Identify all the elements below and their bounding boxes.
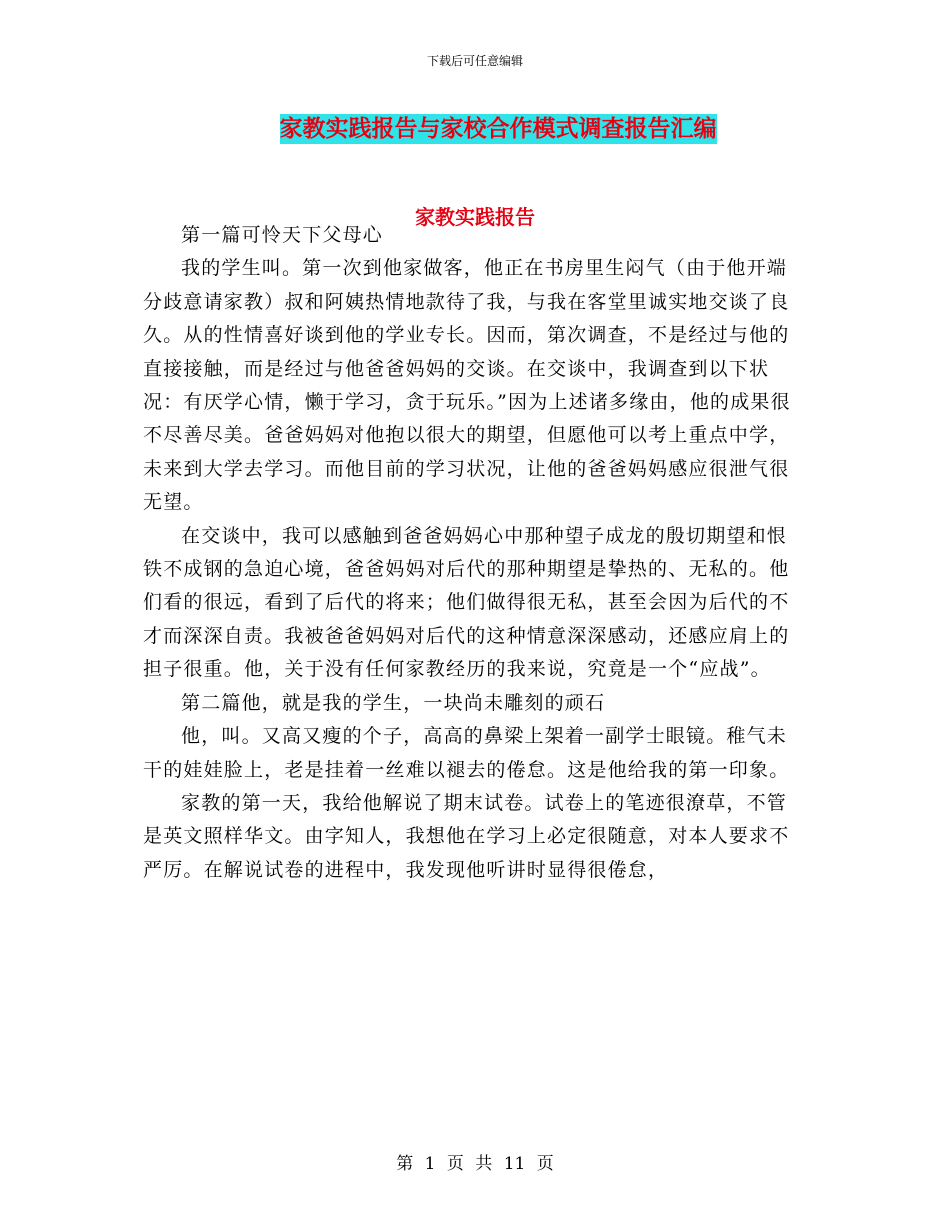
section-title: 家教实践报告 [415, 205, 535, 229]
paragraph: 我的学生叫。第一次到他家做客，他正在书房里生闷气（由于他开端分歧意请家教）叔和阿姨热情地款待了我，与我在客堂里诚实地交谈了良久。从的性情喜好谈到他的学业专长。因而，第次调查，不是经过与他的直接接触，而是经过与他爸爸妈妈的交谈。在交谈中，我调查到以下状况：有厌学心情，懒于学习，贪于玩乐。”因为上述诸多缘由，他的成果很不尽善尽美。爸爸妈妈对他抱以很大的期望，但愿他可以考上重点中学，未来到大学去学习。而他目前的学习状况，让他的爸爸妈妈感应很泄气很无望。 [143, 257, 791, 514]
paragraph-heading-1: 第一篇可怜天下父母心 [181, 224, 384, 246]
page-number-footer: 第 1 页 共 11 页 [396, 1154, 554, 1174]
paragraph: 在交谈中，我可以感触到爸爸妈妈心中那种望子成龙的殷切期望和恨铁不成钢的急迫心境，爸爸妈妈对后代的那种期望是挚热的、无私的。他们看的很远，看到了后代的将来；他们做得很无私，甚至会因为后代的不才而深深自责。我被爸爸妈妈对后代的这种情意深深感动，还感应肩上的担子很重。他，关于没有任何家教经历的我来说，究竟是一个“应战”。 [143, 524, 790, 681]
page-header-note: 下载后可任意编辑 [426, 54, 523, 68]
document-title: 家教实践报告与家校合作模式调查报告汇编 [279, 115, 717, 142]
paragraph: 他，叫。又高又瘦的个子，高高的鼻梁上架着一副学士眼镜。稚气未干的娃娃脸上，老是挂着一丝难以褪去的倦怠。这是他给我的第一印象。 [143, 725, 790, 781]
paragraph: 家教的第一天，我给他解说了期末试卷。试卷上的笔迹很潦草，不管是英文照样华文。由字知人，我想他在学习上必定很随意，对本人要求不严厉。在解说试卷的进程中，我发现他听讲时显得很倦怠， [143, 791, 790, 881]
document-body [143, 219, 803, 887]
paragraph-heading-2: 第二篇他，就是我的学生，一块尚未雕刻的顽石 [181, 691, 606, 714]
document-title-block [248, 114, 748, 144]
